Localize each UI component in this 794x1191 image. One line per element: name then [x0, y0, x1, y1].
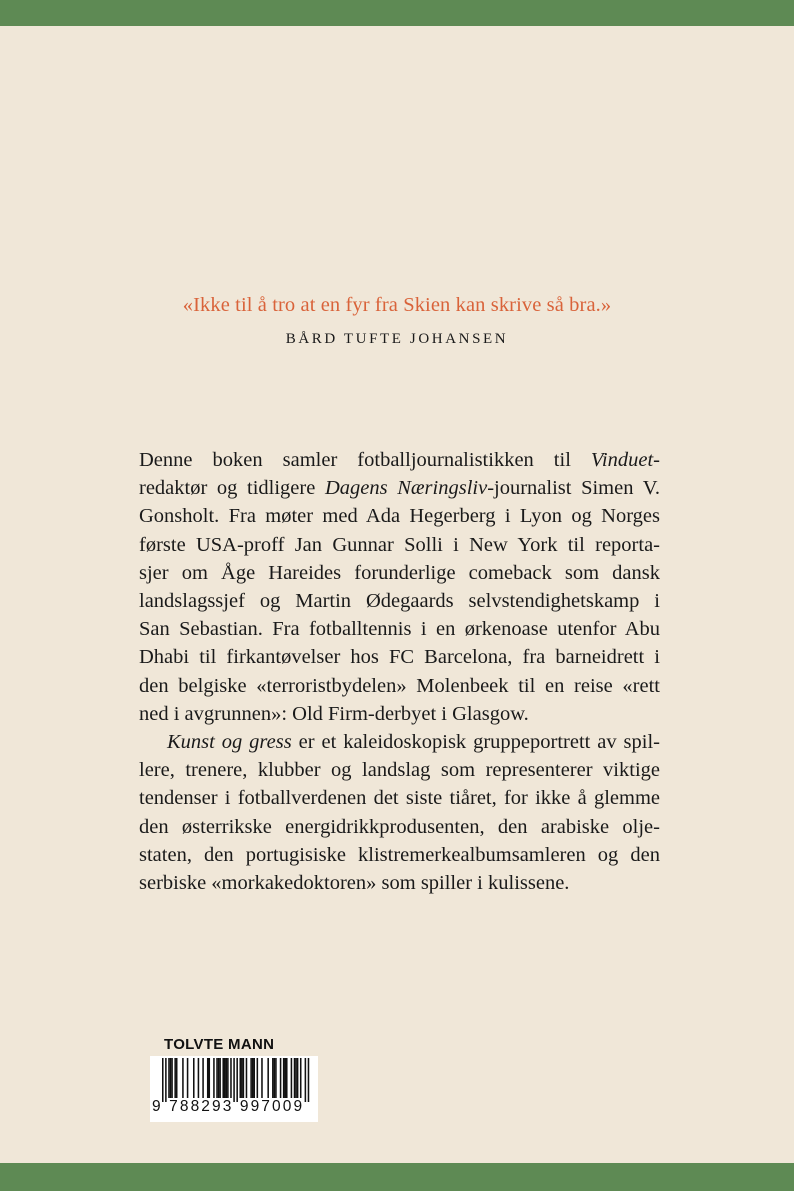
description-line [139, 502, 660, 530]
top-color-band [0, 0, 794, 26]
barcode-bar [209, 1058, 211, 1098]
text-run: Gonsholt. Fra møter med Ada Hegerberg i Lyon og Norges [139, 505, 660, 528]
barcode-bar [305, 1058, 307, 1102]
barcode-bar [272, 1058, 274, 1098]
barcode-bar [222, 1058, 224, 1098]
description-line [139, 756, 660, 784]
barcode-bar [280, 1058, 282, 1098]
barcode-bar [176, 1058, 178, 1098]
description-line [139, 559, 660, 587]
description-line [139, 700, 660, 728]
description-line [139, 474, 660, 502]
description-line [139, 728, 660, 756]
barcode-bar [213, 1058, 215, 1098]
barcode-bar [284, 1058, 286, 1098]
isbn-number: 9 788293 997009 [152, 1098, 305, 1115]
barcode-bar [236, 1058, 238, 1102]
barcode-bar [291, 1058, 293, 1098]
barcode-bar [286, 1058, 288, 1098]
barcode-bar [253, 1058, 255, 1098]
barcode-bar [252, 1058, 254, 1098]
description-line [139, 869, 660, 897]
barcode-bar [230, 1058, 232, 1098]
description-line [139, 813, 660, 841]
text-run: serbiske «morkakedoktoren» som spiller i kulissene. [139, 872, 570, 895]
barcode-bar [297, 1058, 299, 1098]
barcode-bar [227, 1058, 229, 1098]
barcode-bar [168, 1058, 170, 1098]
barcode-bar [187, 1058, 189, 1098]
barcode-bar [243, 1058, 245, 1098]
text-run: -journalist Simen V. [487, 477, 660, 500]
barcode-bar [233, 1058, 235, 1102]
barcode-bar [218, 1058, 220, 1098]
text-run: tendenser i fotballverdenen det siste tiåret, for ikke å glemme [139, 787, 660, 810]
text-run: første USA-proff Jan Gunnar Solli i New York til reporta- [139, 533, 660, 556]
text-run: den østerrikske energidrikkprodusenten, den arabiske olje- [139, 815, 660, 838]
barcode-bar [171, 1058, 173, 1098]
barcode-bar [294, 1058, 296, 1098]
barcode-bar [267, 1058, 269, 1098]
publisher-name: TOLVTE MANN [164, 1036, 275, 1053]
text-run: Dhabi til firkantøvelser hos FC Barcelona, fra barneidrett i [139, 646, 660, 669]
barcode-bar [240, 1058, 242, 1098]
description-paragraph-2 [139, 728, 660, 897]
text-run: sjer om Åge Hareides forunderlige comeback som dansk [139, 561, 660, 584]
barcode-bar [274, 1058, 276, 1098]
text-run: San Sebastian. Fra fotballtennis i en ørkenoase utenfor Abu [139, 618, 660, 641]
barcode-bars [150, 1056, 318, 1102]
description-line [139, 587, 660, 615]
description-line [139, 615, 660, 643]
barcode-bar [257, 1058, 259, 1098]
text-run: ned i avgrunnen»: Old Firm-derbyet i Glasgow. [139, 702, 529, 725]
text-run: Denne boken samler fotballjournalistikken til [139, 449, 591, 471]
description-line [139, 672, 660, 700]
description-line [139, 841, 660, 869]
blurb-quote: «Ikke til å tro at en fyr fra Skien kan skrive så bra.» [182, 294, 612, 316]
text-run: den belgiske «terroristbydelen» Molenbeek til en reise «rett [139, 674, 660, 697]
barcode-bar [300, 1058, 302, 1098]
barcode-bar [207, 1058, 209, 1098]
barcode-bar [162, 1058, 164, 1102]
blurb-attribution: BÅRD TUFTE JOHANSEN [285, 331, 509, 347]
text-run: landslagssjef og Martin Ødegaards selvstendighetskamp i [139, 590, 660, 613]
italic-title: Kunst og gress [167, 731, 292, 754]
barcode-bar [241, 1058, 243, 1098]
text-run: lere, trenere, klubber og landslag som representerer viktige [139, 759, 660, 782]
barcode-bar [275, 1058, 277, 1098]
bottom-color-band [0, 1163, 794, 1191]
barcode-bar [174, 1058, 176, 1098]
barcode-bar [246, 1058, 248, 1098]
book-description [139, 446, 660, 897]
barcode-bar [198, 1058, 200, 1098]
barcode-bar [308, 1058, 310, 1102]
text-run: - [653, 449, 660, 471]
text-run: redaktør og tidligere [139, 477, 325, 500]
barcode-bar [219, 1058, 221, 1098]
barcode-bar [283, 1058, 285, 1098]
barcode-bar [226, 1058, 228, 1098]
text-run: er et kaleidoskopisk gruppeportrett av spil- [291, 731, 660, 754]
italic-title: Vinduet [590, 449, 654, 471]
description-line [139, 531, 660, 559]
barcode-bar [250, 1058, 252, 1098]
barcode-bar [224, 1058, 226, 1098]
barcode-bar [216, 1058, 218, 1098]
barcode-bar [182, 1058, 184, 1098]
barcode-bar [295, 1058, 297, 1098]
barcode-bar [165, 1058, 167, 1102]
description-line [139, 784, 660, 812]
description-line [139, 446, 660, 474]
barcode-bar [202, 1058, 204, 1098]
description-paragraph-1 [139, 446, 660, 728]
barcode-bar [261, 1058, 263, 1098]
italic-title: Dagens Næringsliv [324, 477, 488, 500]
barcode-bar [170, 1058, 172, 1098]
text-run: staten, den portugisiske klistremerkealbumsamleren og den [139, 843, 660, 866]
barcode-bar [193, 1058, 195, 1098]
description-line [139, 643, 660, 671]
